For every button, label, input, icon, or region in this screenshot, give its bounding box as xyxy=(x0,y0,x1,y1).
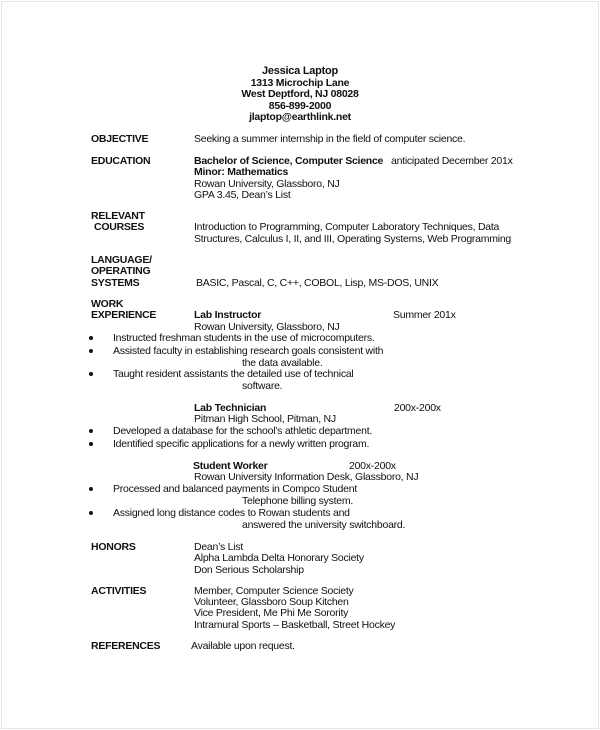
job-title: Lab Instructor xyxy=(194,309,262,321)
languages-heading-line2: OPERATING xyxy=(91,265,151,277)
languages-text: BASIC, Pascal, C, C++, COBOL, Lisp, MS-DOS, UNIX xyxy=(196,277,439,289)
bullet-icon xyxy=(89,349,93,353)
job-bullet-continuation: the data available. xyxy=(242,357,323,369)
languages-heading-line3: SYSTEMS xyxy=(91,277,140,289)
job-bullet-continuation: software. xyxy=(242,380,283,392)
job-bullet-continuation: answered the university switchboard. xyxy=(242,519,406,531)
bullet-icon xyxy=(89,429,93,433)
job-bullet: Developed a database for the school’s athletic department. xyxy=(113,425,373,437)
job-bullet-continuation: Telephone billing system. xyxy=(242,495,354,507)
work-heading-line2: EXPERIENCE xyxy=(91,309,157,321)
gpa: GPA 3.45, Dean’s List xyxy=(194,189,291,201)
job-date: Summer 201x xyxy=(393,309,456,321)
bullet-icon xyxy=(89,442,93,446)
applicant-name: Jessica Laptop xyxy=(262,65,338,77)
job-place: Pitman High School, Pitman, NJ xyxy=(194,413,336,425)
languages-heading-line1: LANGUAGE/ xyxy=(91,254,152,266)
phone-number: 856-899-2000 xyxy=(268,99,332,112)
bullet-icon xyxy=(89,487,93,491)
job-place: Rowan University, Glassboro, NJ xyxy=(194,321,340,333)
honor-item: Dean’s List xyxy=(194,541,244,553)
objective-text: Seeking a summer internship in the field of computer science. xyxy=(194,133,466,145)
courses-heading-line1: RELEVANT xyxy=(91,210,145,222)
bullet-icon xyxy=(89,511,93,515)
job-bullet: Taught resident assistants the detailed use of technical xyxy=(113,368,354,380)
work-heading-line1: WORK xyxy=(91,298,124,310)
honors-heading: HONORS xyxy=(91,541,136,553)
job-bullet: Identified specific applications for a newly written program. xyxy=(113,438,370,450)
minor: Minor: Mathematics xyxy=(194,166,289,178)
email-address: jlaptop@earthlink.net xyxy=(249,111,351,123)
courses-line2: Structures, Calculus I, II, and III, Operating Systems, Web Programming xyxy=(194,233,512,245)
references-text: Available upon request. xyxy=(191,640,295,652)
courses-heading-line2: COURSES xyxy=(94,221,145,233)
activity-item: Volunteer, Glassboro Soup Kitchen xyxy=(194,596,349,608)
degree-date: anticipated December 201x xyxy=(391,155,513,167)
bullet-icon xyxy=(89,336,93,340)
job-bullet: Assisted faculty in establishing research goals consistent with xyxy=(113,345,384,357)
activity-item: Member, Computer Science Society xyxy=(194,585,354,597)
school: Rowan University, Glassboro, NJ xyxy=(194,178,340,190)
activities-heading: ACTIVITIES xyxy=(91,585,147,597)
job-date: 200x-200x xyxy=(394,402,441,414)
courses-line1: Introduction to Programming, Computer Laboratory Techniques, Data xyxy=(194,221,500,233)
honor-item: Don Serious Scholarship xyxy=(194,564,304,576)
references-heading: REFERENCES xyxy=(91,640,161,652)
activity-item: Vice President, Me Phi Me Sorority xyxy=(194,607,349,619)
activity-item: Intramural Sports – Basketball, Street Hockey xyxy=(194,619,396,631)
job-bullet: Assigned long distance codes to Rowan students and xyxy=(113,507,350,519)
street-address: 1313 Microchip Lane xyxy=(250,76,350,89)
objective-heading: OBJECTIVE xyxy=(91,133,149,145)
job-title: Lab Technician xyxy=(194,402,267,414)
degree: Bachelor of Science, Computer Science xyxy=(194,155,384,167)
job-title: Student Worker xyxy=(193,460,268,472)
education-heading: EDUCATION xyxy=(91,155,151,167)
job-bullet: Instructed freshman students in the use of microcomputers. xyxy=(113,332,375,344)
bullet-icon xyxy=(89,372,93,376)
honor-item: Alpha Lambda Delta Honorary Society xyxy=(194,552,364,564)
city-state-zip: West Deptford, NJ 08028 xyxy=(241,88,359,100)
job-date: 200x-200x xyxy=(349,460,396,472)
job-bullet: Processed and balanced payments in Compco Student xyxy=(113,483,357,495)
job-place: Rowan University Information Desk, Glassboro, NJ xyxy=(194,471,419,483)
